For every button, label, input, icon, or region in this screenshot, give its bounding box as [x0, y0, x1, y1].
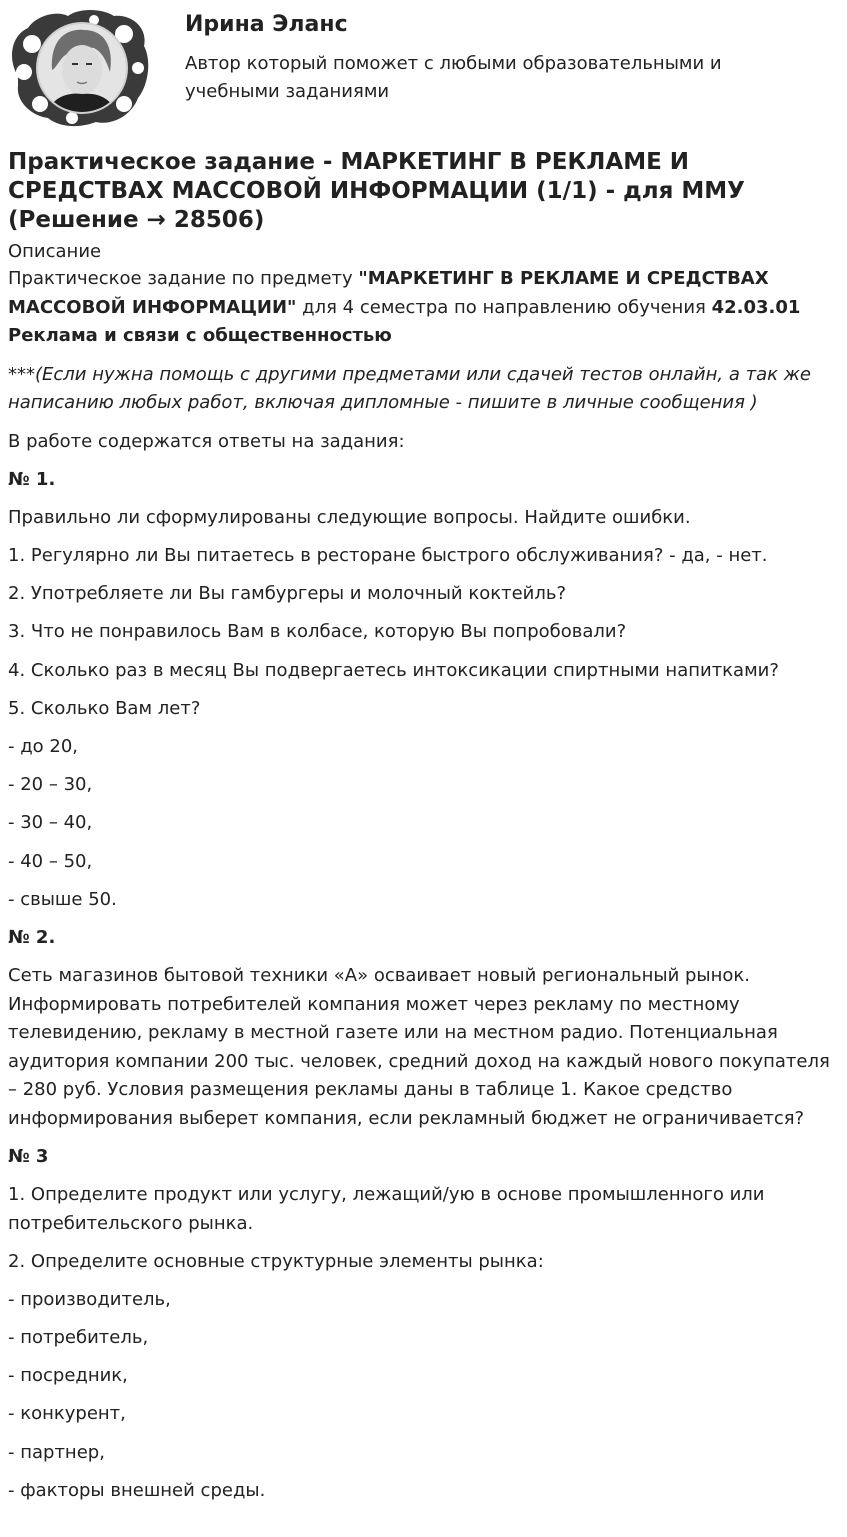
task3-list-item: - производитель,: [8, 1288, 171, 1310]
task3-list-item: - потребитель,: [8, 1327, 149, 1349]
task1-item: 1. Регулярно ли Вы питаетесь в ресторане быстрого обслуживания? - да, - нет.: [8, 545, 768, 567]
task2-number-text: № 2.: [8, 926, 56, 948]
task1-item: 5. Сколько Вам лет?: [8, 697, 201, 719]
task1-item: 4. Сколько раз в месяц Вы подвергаетесь интоксикации спиртными напитками?: [8, 659, 779, 681]
intro-paragraph: [8, 265, 840, 351]
author-avatar[interactable]: [6, 6, 152, 128]
help-note: ***(Если нужна помощь с другими предметами или сдачей тестов онлайн, а так же написанию любых работ, включая дипломные - пишите в личные сообщения ): [8, 363, 811, 413]
film-reel-avatar-icon: [6, 6, 152, 128]
task3-number-text: № 3: [8, 1145, 49, 1167]
task3-list-item: - партнер,: [8, 1441, 105, 1463]
task1-option: - 20 – 30,: [8, 774, 93, 796]
task3-list-item: - конкурент,: [8, 1403, 126, 1425]
contains-text: В работе содержатся ответы на задания:: [8, 430, 405, 452]
task2-text: Сеть магазинов бытовой техники «А» осваивает новый региональный рынок. Информировать потребителей компания может через рекламу по местному телевидению, рекламу в местной газете или на местном радио. Потенциальная аудитория компании 200 тыс. человек, средний доход на каждый нового покупателя – 280 руб. Условия размещения рекламы даны в таблице 1. Какое средство информирования выберет компания, если рекламный бюджет не ограничивается?: [8, 965, 830, 1129]
description-label: Описание: [8, 241, 102, 262]
task3-item: 2. Определите основные структурные элементы рынка:: [8, 1250, 544, 1272]
intro-subject: "МАРКЕТИНГ В РЕКЛАМЕ И СРЕДСТВАХ МАССОВОЙ ИНФОРМАЦИИ": [8, 268, 769, 318]
task1-question: Правильно ли сформулированы следующие вопросы. Найдите ошибки.: [8, 506, 691, 528]
task1-option: - 40 – 50,: [8, 850, 93, 872]
task1-number-text: № 1.: [8, 468, 56, 490]
intro-middle: для 4 семестра по направлению обучения: [296, 296, 712, 318]
author-name[interactable]: Ирина Эланс: [185, 12, 348, 37]
document-body: [8, 148, 840, 1505]
task3-list-item: - факторы внешней среды.: [8, 1479, 266, 1501]
task3-number: [8, 1143, 840, 1172]
task1-item: 2. Употребляете ли Вы гамбургеры и молочный коктейль?: [8, 583, 567, 605]
task1-item: 3. Что не понравилось Вам в колбасе, которую Вы попробовали?: [8, 621, 627, 643]
intro-direction: 42.03.01 Реклама и связи с общественностью: [8, 296, 801, 346]
task3-item: 1. Определите продукт или услугу, лежащий/ую в основе промышленного или потребительского рынка.: [8, 1184, 765, 1234]
task3-list-item: - посредник,: [8, 1365, 128, 1387]
task1-option: - свыше 50.: [8, 888, 117, 910]
page-title: Практическое задание - МАРКЕТИНГ В РЕКЛАМЕ И СРЕДСТВАХ МАССОВОЙ ИНФОРМАЦИИ (1/1) - для ММУ (Решение → 28506): [8, 149, 745, 233]
task1-option: - 30 – 40,: [8, 812, 93, 834]
author-header: [0, 0, 847, 135]
task1-option: - до 20,: [8, 736, 79, 757]
author-bio: Автор который поможет с любыми образовательными и учебными заданиями: [185, 53, 722, 102]
intro-prefix: Практическое задание по предмету: [8, 268, 359, 289]
task1-number: [8, 466, 840, 495]
task2-number: [8, 924, 840, 953]
